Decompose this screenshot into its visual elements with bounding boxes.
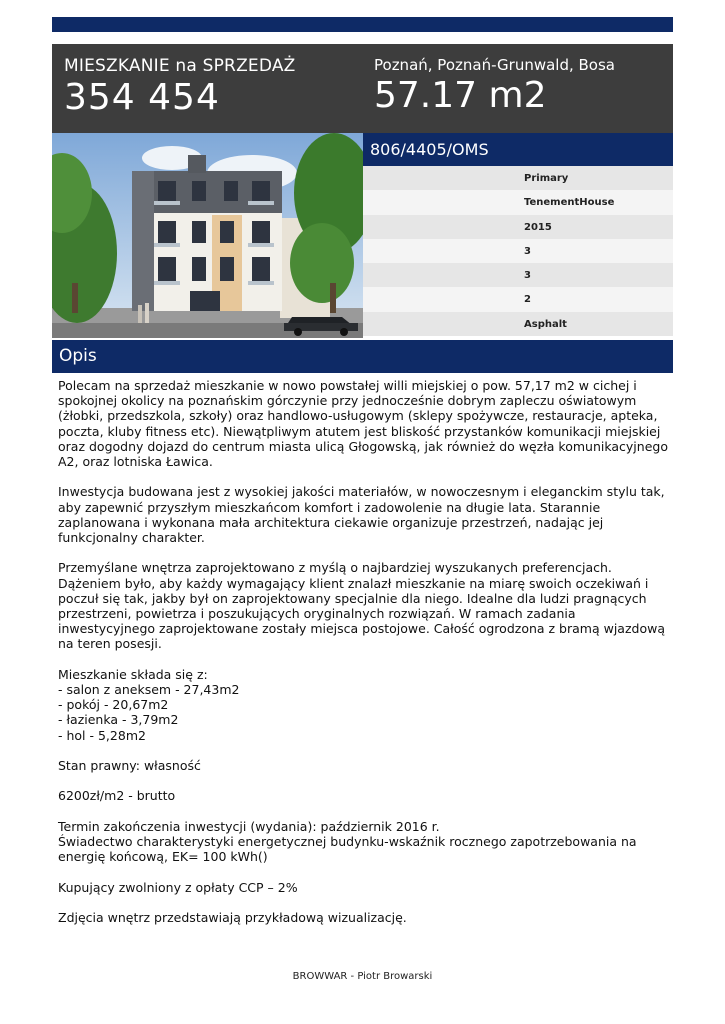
detail-value: 3	[524, 270, 531, 282]
location: Poznań, Poznań-Grunwald, Bosa	[374, 56, 615, 74]
top-accent-bar	[52, 17, 673, 32]
detail-row	[363, 312, 673, 336]
detail-value: 2015	[524, 221, 552, 233]
description-paragraph: Termin zakończenia inwestycji (wydania): październik 2016 r. Świadectwo charakterystyki energetycznej budynku-wskaźnik rocznego zapotrzebowania na energię końcową, EK= 100 kWh()	[58, 818, 637, 865]
detail-row	[363, 190, 673, 214]
reference-bar	[363, 133, 673, 166]
detail-row	[363, 166, 673, 190]
description-heading-bar	[52, 340, 673, 373]
price: 354 454	[64, 77, 220, 118]
offer-type: MIESZKANIE na SPRZEDAŻ	[64, 56, 296, 76]
detail-value: Primary	[524, 173, 569, 184]
description-body	[58, 378, 670, 940]
description-paragraph: Stan prawny: własność	[58, 758, 201, 774]
description-paragraph: Mieszkanie składa się z: - salon z aneksem - 27,43m2 - pokój - 20,67m2 - łazienka - 3,79m2 - hol - 5,28m2	[58, 666, 240, 743]
description-paragraph: Inwestycja budowana jest z wysokiej jakości materiałów, w nowoczesnym i eleganckim stylu tak, aby zapewnić przyszłym mieszkańcom komfort i zadowolenie na długie lata. Starannie zaplanowana i wykonana mała architektura ciekawie organizuje przestrzeń, nadając jej funkcjonalny charakter.	[58, 484, 665, 546]
description-paragraph: Polecam na sprzedaż mieszkanie w nowo powstałej willi miejskiej o pow. 57,17 m2 w cichej i spokojnej okolicy na poznańskim górczynie przy jednocześnie dobrym zapleczu oświatowym (żłobki, przedszkola, szkoły) oraz handlowo-usługowym (sklepy spożywcze, restauracje, apteka, poczta, kluby fitness etc). Niewątpliwym atutem jest bliskość przystanków komunikacji miejskiej oraz dogodny dojazd do centrum miasta ulicą Głogowską, jak również do węzła komunikacyjnego A2, oraz lotniska Ławica.	[58, 378, 668, 470]
detail-value: Asphalt	[524, 318, 567, 330]
description-heading: Opis	[59, 346, 97, 366]
description-paragraph: Kupujący zwolniony z opłaty CCP – 2%	[58, 879, 298, 895]
detail-value: TenementHouse	[524, 197, 615, 209]
property-photo	[52, 133, 363, 338]
area: 57.17 m2	[374, 75, 547, 116]
detail-row	[363, 215, 673, 239]
header-left	[64, 56, 296, 118]
description-paragraph: Zdjęcia wnętrz przedstawiają przykładową wizualizację.	[58, 909, 407, 925]
details-table	[363, 166, 673, 336]
footer-agency: BROWWAR - Piotr Browarski	[292, 971, 433, 982]
listing-header	[52, 44, 673, 133]
detail-row	[363, 263, 673, 287]
detail-row	[363, 239, 673, 263]
detail-row	[363, 287, 673, 311]
description-paragraph: 6200zł/m2 - brutto	[58, 788, 176, 804]
detail-value: 2	[524, 294, 531, 306]
detail-value: 3	[524, 245, 531, 257]
description-paragraph: Przemyślane wnętrza zaprojektowano z myślą o najbardziej wyszukanych preferencjach. Dążeniem było, aby każdy wymagający klient znalazł mieszkanie na miarę swoich oczekiwań i poczuł się tak, jakby był on zaprojektowany specjalnie dla niego. Idealne dla ludzi pragnących przestrzeni, powietrza i poszukujących oryginalnych rozwiązań. W ramach zadania inwestycyjnego zaprojektowane zostały miejsca postojowe. Całość ogrodzona z bramą wjazdową na teren posesji.	[58, 560, 665, 652]
reference-number: 806/4405/OMS	[370, 140, 489, 159]
header-right	[374, 56, 615, 116]
